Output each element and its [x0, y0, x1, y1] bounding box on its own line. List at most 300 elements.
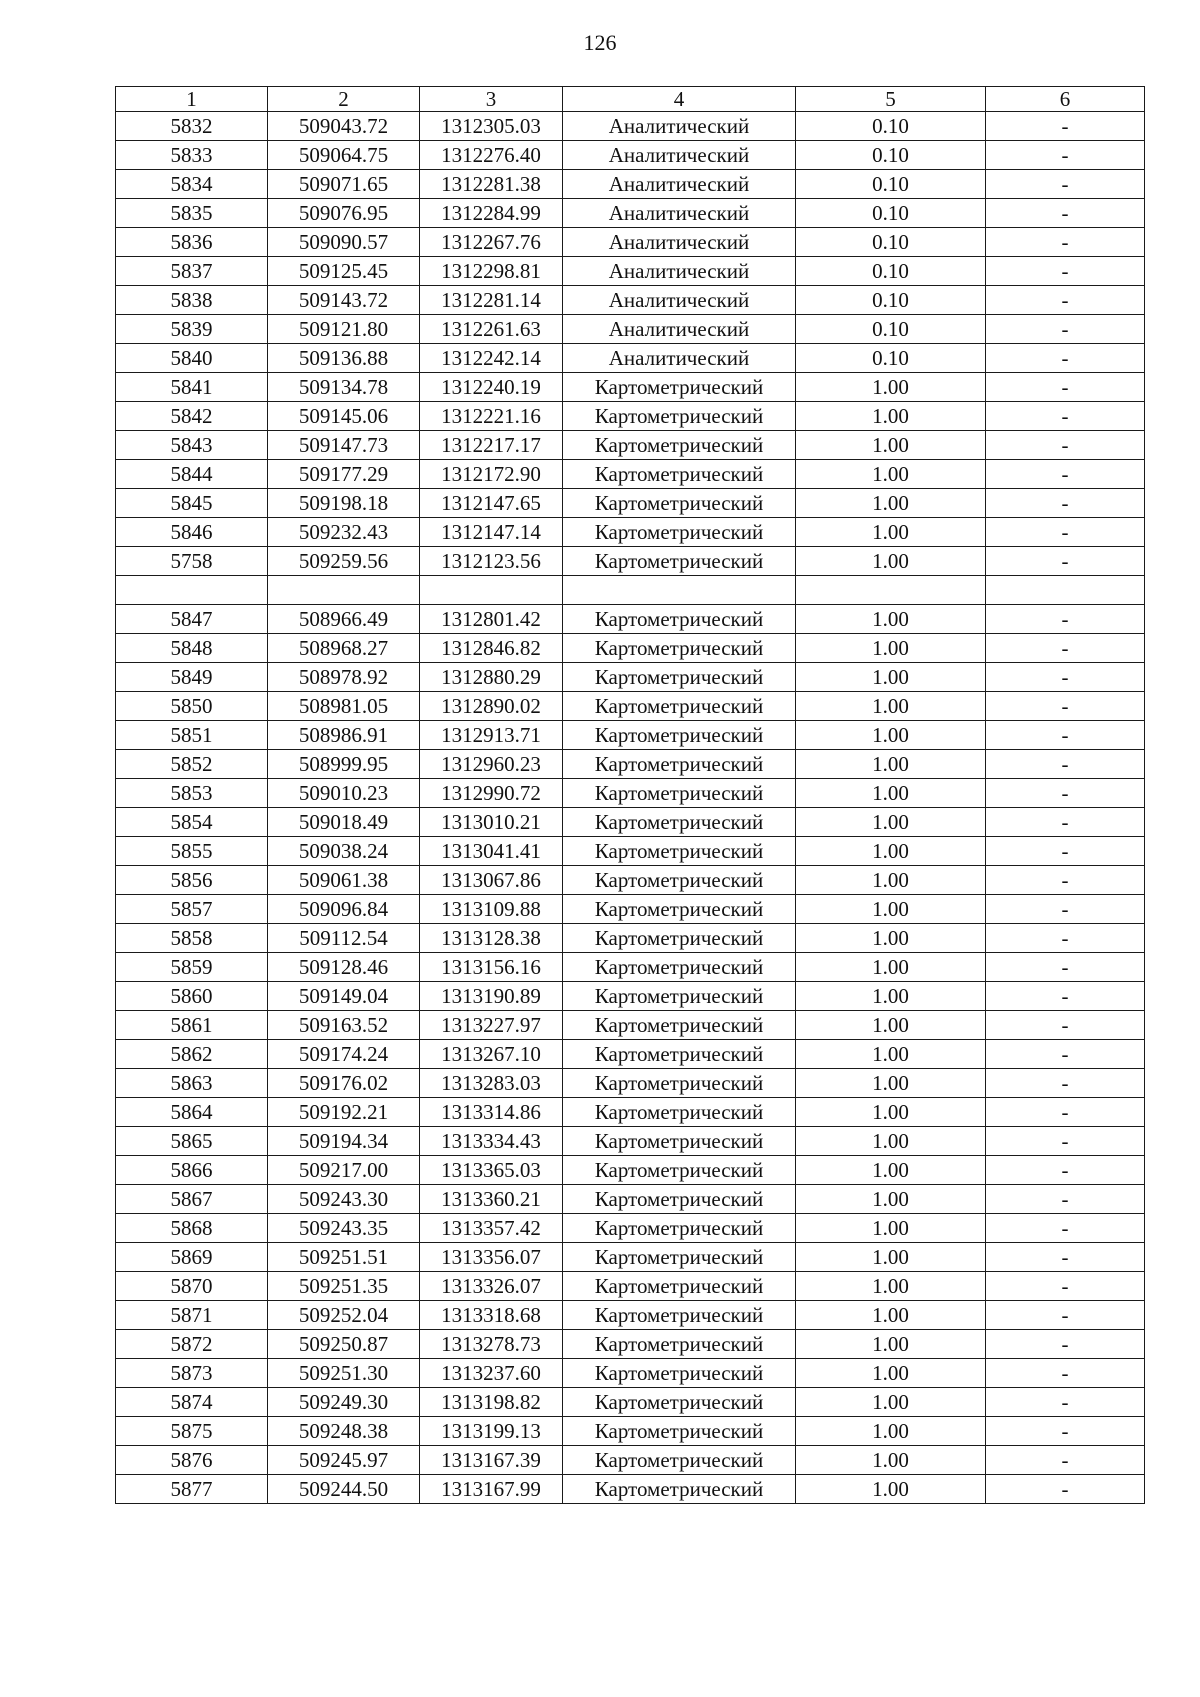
y-coordinate-cell: 1313010.21	[420, 808, 563, 837]
accuracy-cell: 0.10	[796, 141, 986, 170]
accuracy-cell: 1.00	[796, 953, 986, 982]
method-cell: Картометрический	[563, 808, 796, 837]
y-coordinate-cell: 1312240.19	[420, 373, 563, 402]
y-coordinate-cell: 1313237.60	[420, 1359, 563, 1388]
method-cell: Картометрический	[563, 953, 796, 982]
accuracy-cell: 1.00	[796, 692, 986, 721]
note-cell: -	[986, 112, 1145, 141]
accuracy-cell: 1.00	[796, 1185, 986, 1214]
point-number-cell: 5841	[116, 373, 268, 402]
y-coordinate-cell: 1312801.42	[420, 605, 563, 634]
y-coordinate-cell: 1313199.13	[420, 1417, 563, 1446]
y-coordinate-cell: 1312298.81	[420, 257, 563, 286]
y-coordinate-cell: 1313041.41	[420, 837, 563, 866]
note-cell: -	[986, 518, 1145, 547]
table-row	[116, 402, 1145, 431]
note-cell: -	[986, 1446, 1145, 1475]
note-cell: -	[986, 547, 1145, 576]
column-header-3: 3	[420, 87, 563, 112]
x-coordinate-cell: 509090.57	[268, 228, 420, 257]
point-number-cell: 5877	[116, 1475, 268, 1504]
note-cell: -	[986, 1301, 1145, 1330]
note-cell: -	[986, 779, 1145, 808]
y-coordinate-cell: 1312242.14	[420, 344, 563, 373]
point-number-cell: 5853	[116, 779, 268, 808]
method-cell: Картометрический	[563, 837, 796, 866]
table-row	[116, 344, 1145, 373]
point-number-cell: 5835	[116, 199, 268, 228]
point-number-cell: 5840	[116, 344, 268, 373]
point-number-cell: 5861	[116, 1011, 268, 1040]
accuracy-cell: 1.00	[796, 605, 986, 634]
table-row	[116, 1156, 1145, 1185]
note-cell: -	[986, 1272, 1145, 1301]
column-header-6: 6	[986, 87, 1145, 112]
method-cell: Картометрический	[563, 634, 796, 663]
x-coordinate-cell: 508968.27	[268, 634, 420, 663]
table-row	[116, 750, 1145, 779]
y-coordinate-cell: 1312890.02	[420, 692, 563, 721]
accuracy-cell: 1.00	[796, 895, 986, 924]
point-number-cell: 5871	[116, 1301, 268, 1330]
method-cell: Аналитический	[563, 228, 796, 257]
y-coordinate-cell: 1313190.89	[420, 982, 563, 1011]
point-number-cell: 5855	[116, 837, 268, 866]
table-row	[116, 1214, 1145, 1243]
method-cell: Картометрический	[563, 460, 796, 489]
method-cell: Картометрический	[563, 373, 796, 402]
note-cell: -	[986, 1011, 1145, 1040]
table-row	[116, 431, 1145, 460]
x-coordinate-cell	[268, 576, 420, 605]
table-row	[116, 924, 1145, 953]
point-number-cell: 5872	[116, 1330, 268, 1359]
y-coordinate-cell: 1313334.43	[420, 1127, 563, 1156]
y-coordinate-cell: 1312281.38	[420, 170, 563, 199]
accuracy-cell: 1.00	[796, 431, 986, 460]
method-cell: Аналитический	[563, 141, 796, 170]
point-number-cell: 5845	[116, 489, 268, 518]
accuracy-cell: 1.00	[796, 924, 986, 953]
method-cell: Картометрический	[563, 605, 796, 634]
note-cell: -	[986, 1417, 1145, 1446]
table-row	[116, 460, 1145, 489]
point-number-cell: 5844	[116, 460, 268, 489]
y-coordinate-cell: 1313167.39	[420, 1446, 563, 1475]
note-cell: -	[986, 141, 1145, 170]
method-cell: Картометрический	[563, 1475, 796, 1504]
accuracy-cell: 1.00	[796, 1127, 986, 1156]
point-number-cell: 5859	[116, 953, 268, 982]
x-coordinate-cell: 509259.56	[268, 547, 420, 576]
accuracy-cell: 1.00	[796, 663, 986, 692]
accuracy-cell: 0.10	[796, 315, 986, 344]
point-number-cell: 5851	[116, 721, 268, 750]
y-coordinate-cell: 1313128.38	[420, 924, 563, 953]
method-cell: Картометрический	[563, 1214, 796, 1243]
method-cell: Картометрический	[563, 895, 796, 924]
y-coordinate-cell: 1313156.16	[420, 953, 563, 982]
method-cell: Картометрический	[563, 1272, 796, 1301]
note-cell: -	[986, 257, 1145, 286]
note-cell: -	[986, 1127, 1145, 1156]
method-cell: Картометрический	[563, 1388, 796, 1417]
method-cell: Картометрический	[563, 1301, 796, 1330]
method-cell: Картометрический	[563, 1185, 796, 1214]
accuracy-cell	[796, 576, 986, 605]
table-row	[116, 1040, 1145, 1069]
note-cell: -	[986, 866, 1145, 895]
table-body	[116, 112, 1145, 1504]
table-row	[116, 837, 1145, 866]
method-cell: Картометрический	[563, 663, 796, 692]
table-header	[116, 87, 1145, 112]
x-coordinate-cell: 509147.73	[268, 431, 420, 460]
table-row	[116, 315, 1145, 344]
note-cell: -	[986, 982, 1145, 1011]
x-coordinate-cell: 509176.02	[268, 1069, 420, 1098]
y-coordinate-cell: 1312147.14	[420, 518, 563, 547]
point-number-cell: 5876	[116, 1446, 268, 1475]
x-coordinate-cell: 509217.00	[268, 1156, 420, 1185]
method-cell: Картометрический	[563, 750, 796, 779]
point-number-cell	[116, 576, 268, 605]
accuracy-cell: 1.00	[796, 866, 986, 895]
point-number-cell: 5864	[116, 1098, 268, 1127]
x-coordinate-cell: 509128.46	[268, 953, 420, 982]
method-cell: Картометрический	[563, 982, 796, 1011]
accuracy-cell: 1.00	[796, 402, 986, 431]
note-cell: -	[986, 460, 1145, 489]
table-row	[116, 692, 1145, 721]
x-coordinate-cell: 509061.38	[268, 866, 420, 895]
x-coordinate-cell: 509121.80	[268, 315, 420, 344]
method-cell: Картометрический	[563, 1243, 796, 1272]
point-number-cell: 5854	[116, 808, 268, 837]
y-coordinate-cell: 1312846.82	[420, 634, 563, 663]
note-cell: -	[986, 605, 1145, 634]
point-number-cell: 5850	[116, 692, 268, 721]
accuracy-cell: 1.00	[796, 1446, 986, 1475]
y-coordinate-cell: 1312276.40	[420, 141, 563, 170]
method-cell: Картометрический	[563, 1098, 796, 1127]
table-row	[116, 489, 1145, 518]
accuracy-cell: 1.00	[796, 373, 986, 402]
note-cell: -	[986, 692, 1145, 721]
x-coordinate-cell: 509251.30	[268, 1359, 420, 1388]
table-row	[116, 1098, 1145, 1127]
x-coordinate-cell: 509244.50	[268, 1475, 420, 1504]
note-cell: -	[986, 431, 1145, 460]
x-coordinate-cell: 509251.35	[268, 1272, 420, 1301]
x-coordinate-cell: 509243.35	[268, 1214, 420, 1243]
point-number-cell: 5836	[116, 228, 268, 257]
accuracy-cell: 0.10	[796, 170, 986, 199]
x-coordinate-cell: 509010.23	[268, 779, 420, 808]
column-header-5: 5	[796, 87, 986, 112]
y-coordinate-cell: 1313357.42	[420, 1214, 563, 1243]
accuracy-cell: 0.10	[796, 112, 986, 141]
method-cell: Картометрический	[563, 402, 796, 431]
method-cell: Картометрический	[563, 866, 796, 895]
point-number-cell: 5870	[116, 1272, 268, 1301]
method-cell: Аналитический	[563, 286, 796, 315]
y-coordinate-cell: 1312880.29	[420, 663, 563, 692]
table-row	[116, 866, 1145, 895]
point-number-cell: 5869	[116, 1243, 268, 1272]
accuracy-cell: 1.00	[796, 1011, 986, 1040]
y-coordinate-cell: 1312261.63	[420, 315, 563, 344]
accuracy-cell: 1.00	[796, 1272, 986, 1301]
table-row	[116, 895, 1145, 924]
point-number-cell: 5852	[116, 750, 268, 779]
note-cell: -	[986, 286, 1145, 315]
accuracy-cell: 1.00	[796, 808, 986, 837]
accuracy-cell: 1.00	[796, 1069, 986, 1098]
table-row	[116, 1185, 1145, 1214]
x-coordinate-cell: 509174.24	[268, 1040, 420, 1069]
method-cell: Картометрический	[563, 1011, 796, 1040]
note-cell: -	[986, 1040, 1145, 1069]
accuracy-cell: 1.00	[796, 1330, 986, 1359]
method-cell: Картометрический	[563, 1069, 796, 1098]
accuracy-cell: 1.00	[796, 837, 986, 866]
x-coordinate-cell: 509249.30	[268, 1388, 420, 1417]
accuracy-cell: 1.00	[796, 547, 986, 576]
accuracy-cell: 1.00	[796, 1040, 986, 1069]
point-number-cell: 5868	[116, 1214, 268, 1243]
accuracy-cell: 1.00	[796, 1301, 986, 1330]
x-coordinate-cell: 508966.49	[268, 605, 420, 634]
x-coordinate-cell: 509251.51	[268, 1243, 420, 1272]
table-row	[116, 1069, 1145, 1098]
method-cell: Картометрический	[563, 489, 796, 518]
y-coordinate-cell	[420, 576, 563, 605]
accuracy-cell: 0.10	[796, 199, 986, 228]
y-coordinate-cell: 1312267.76	[420, 228, 563, 257]
accuracy-cell: 1.00	[796, 1156, 986, 1185]
note-cell: -	[986, 1243, 1145, 1272]
x-coordinate-cell: 509177.29	[268, 460, 420, 489]
point-number-cell: 5865	[116, 1127, 268, 1156]
method-cell: Картометрический	[563, 1040, 796, 1069]
y-coordinate-cell: 1313109.88	[420, 895, 563, 924]
point-number-cell: 5874	[116, 1388, 268, 1417]
accuracy-cell: 1.00	[796, 518, 986, 547]
point-number-cell: 5838	[116, 286, 268, 315]
accuracy-cell: 1.00	[796, 1243, 986, 1272]
page-number: 126	[583, 30, 617, 55]
accuracy-cell: 0.10	[796, 228, 986, 257]
y-coordinate-cell: 1312123.56	[420, 547, 563, 576]
accuracy-cell: 1.00	[796, 750, 986, 779]
table-row	[116, 1301, 1145, 1330]
point-number-cell: 5848	[116, 634, 268, 663]
y-coordinate-cell: 1313318.68	[420, 1301, 563, 1330]
note-cell: -	[986, 1475, 1145, 1504]
column-header-4: 4	[563, 87, 796, 112]
point-number-cell: 5863	[116, 1069, 268, 1098]
point-number-cell: 5833	[116, 141, 268, 170]
point-number-cell: 5847	[116, 605, 268, 634]
table-row	[116, 257, 1145, 286]
y-coordinate-cell: 1313365.03	[420, 1156, 563, 1185]
y-coordinate-cell: 1312172.90	[420, 460, 563, 489]
accuracy-cell: 1.00	[796, 634, 986, 663]
table-row	[116, 663, 1145, 692]
method-cell: Картометрический	[563, 1446, 796, 1475]
y-coordinate-cell: 1312913.71	[420, 721, 563, 750]
x-coordinate-cell: 509232.43	[268, 518, 420, 547]
x-coordinate-cell: 509252.04	[268, 1301, 420, 1330]
x-coordinate-cell: 508999.95	[268, 750, 420, 779]
x-coordinate-cell: 509250.87	[268, 1330, 420, 1359]
method-cell: Картометрический	[563, 431, 796, 460]
table-row	[116, 605, 1145, 634]
note-cell: -	[986, 750, 1145, 779]
note-cell: -	[986, 953, 1145, 982]
note-cell: -	[986, 663, 1145, 692]
x-coordinate-cell: 509043.72	[268, 112, 420, 141]
method-cell: Картометрический	[563, 692, 796, 721]
table-row	[116, 1330, 1145, 1359]
point-number-cell: 5856	[116, 866, 268, 895]
method-cell: Картометрический	[563, 779, 796, 808]
y-coordinate-cell: 1313198.82	[420, 1388, 563, 1417]
note-cell: -	[986, 199, 1145, 228]
note-cell: -	[986, 344, 1145, 373]
note-cell: -	[986, 1330, 1145, 1359]
x-coordinate-cell: 509143.72	[268, 286, 420, 315]
table-row	[116, 228, 1145, 257]
table-row	[116, 1417, 1145, 1446]
table-row	[116, 373, 1145, 402]
accuracy-cell: 0.10	[796, 344, 986, 373]
table-row	[116, 982, 1145, 1011]
note-cell: -	[986, 1069, 1145, 1098]
accuracy-cell: 1.00	[796, 1475, 986, 1504]
method-cell: Картометрический	[563, 1359, 796, 1388]
accuracy-cell: 1.00	[796, 721, 986, 750]
accuracy-cell: 1.00	[796, 1098, 986, 1127]
table-row	[116, 1243, 1145, 1272]
x-coordinate-cell: 509198.18	[268, 489, 420, 518]
x-coordinate-cell: 509125.45	[268, 257, 420, 286]
table-row	[116, 1359, 1145, 1388]
point-number-cell: 5867	[116, 1185, 268, 1214]
method-cell: Картометрический	[563, 547, 796, 576]
point-number-cell: 5839	[116, 315, 268, 344]
point-number-cell: 5849	[116, 663, 268, 692]
table-row	[116, 170, 1145, 199]
point-number-cell: 5873	[116, 1359, 268, 1388]
method-cell: Аналитический	[563, 344, 796, 373]
method-cell: Картометрический	[563, 1330, 796, 1359]
x-coordinate-cell: 509243.30	[268, 1185, 420, 1214]
table-row	[116, 199, 1145, 228]
x-coordinate-cell: 509136.88	[268, 344, 420, 373]
method-cell: Картометрический	[563, 1127, 796, 1156]
y-coordinate-cell: 1312284.99	[420, 199, 563, 228]
accuracy-cell: 1.00	[796, 779, 986, 808]
x-coordinate-cell: 509163.52	[268, 1011, 420, 1040]
point-number-cell: 5834	[116, 170, 268, 199]
accuracy-cell: 1.00	[796, 1388, 986, 1417]
x-coordinate-cell: 509112.54	[268, 924, 420, 953]
y-coordinate-cell: 1313356.07	[420, 1243, 563, 1272]
x-coordinate-cell: 509018.49	[268, 808, 420, 837]
x-coordinate-cell: 509064.75	[268, 141, 420, 170]
y-coordinate-cell: 1312990.72	[420, 779, 563, 808]
note-cell: -	[986, 1214, 1145, 1243]
accuracy-cell: 0.10	[796, 286, 986, 315]
y-coordinate-cell: 1313314.86	[420, 1098, 563, 1127]
point-number-cell: 5866	[116, 1156, 268, 1185]
y-coordinate-cell: 1312281.14	[420, 286, 563, 315]
x-coordinate-cell: 509194.34	[268, 1127, 420, 1156]
note-cell: -	[986, 895, 1145, 924]
table-row	[116, 141, 1145, 170]
x-coordinate-cell: 509134.78	[268, 373, 420, 402]
point-number-cell: 5832	[116, 112, 268, 141]
x-coordinate-cell: 509149.04	[268, 982, 420, 1011]
point-number-cell: 5862	[116, 1040, 268, 1069]
x-coordinate-cell: 509096.84	[268, 895, 420, 924]
coordinates-table	[115, 86, 1145, 1504]
accuracy-cell: 1.00	[796, 1417, 986, 1446]
y-coordinate-cell: 1313360.21	[420, 1185, 563, 1214]
y-coordinate-cell: 1313326.07	[420, 1272, 563, 1301]
x-coordinate-cell: 508981.05	[268, 692, 420, 721]
note-cell: -	[986, 170, 1145, 199]
table-row	[116, 1127, 1145, 1156]
x-coordinate-cell: 509248.38	[268, 1417, 420, 1446]
x-coordinate-cell: 509192.21	[268, 1098, 420, 1127]
column-header-2: 2	[268, 87, 420, 112]
table-row	[116, 953, 1145, 982]
method-cell: Аналитический	[563, 170, 796, 199]
note-cell: -	[986, 837, 1145, 866]
x-coordinate-cell: 509076.95	[268, 199, 420, 228]
accuracy-cell: 1.00	[796, 1214, 986, 1243]
table-row	[116, 808, 1145, 837]
note-cell	[986, 576, 1145, 605]
y-coordinate-cell: 1313067.86	[420, 866, 563, 895]
column-header-1: 1	[116, 87, 268, 112]
note-cell: -	[986, 1098, 1145, 1127]
table-row	[116, 1446, 1145, 1475]
note-cell: -	[986, 489, 1145, 518]
note-cell: -	[986, 228, 1145, 257]
point-number-cell: 5858	[116, 924, 268, 953]
y-coordinate-cell: 1313227.97	[420, 1011, 563, 1040]
y-coordinate-cell: 1313278.73	[420, 1330, 563, 1359]
y-coordinate-cell: 1312147.65	[420, 489, 563, 518]
point-number-cell: 5860	[116, 982, 268, 1011]
table-row	[116, 1272, 1145, 1301]
accuracy-cell: 0.10	[796, 257, 986, 286]
table-row	[116, 634, 1145, 663]
point-number-cell: 5857	[116, 895, 268, 924]
x-coordinate-cell: 508986.91	[268, 721, 420, 750]
method-cell	[563, 576, 796, 605]
table-row	[116, 576, 1145, 605]
x-coordinate-cell: 509145.06	[268, 402, 420, 431]
point-number-cell: 5875	[116, 1417, 268, 1446]
table-row	[116, 721, 1145, 750]
y-coordinate-cell: 1312305.03	[420, 112, 563, 141]
note-cell: -	[986, 808, 1145, 837]
